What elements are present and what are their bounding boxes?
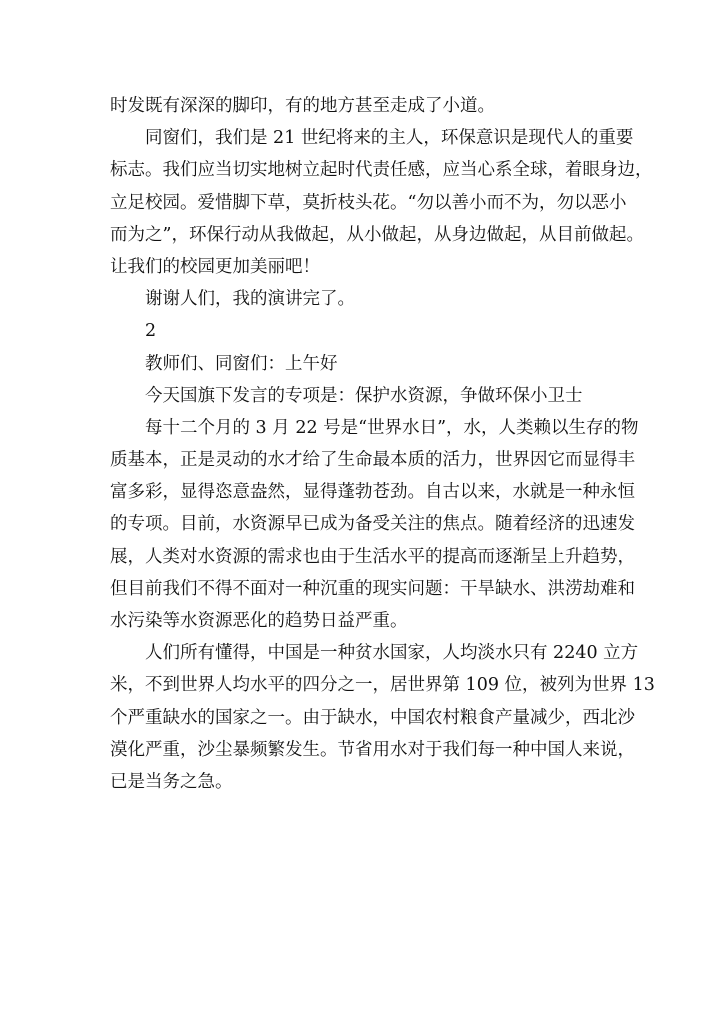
paragraph-line: 让我们的校园更加美丽吧！ [110,256,320,277]
paragraph-line: 富多彩，显得恣意盎然，显得蓬勃苍劲。自古以来，水就是一种永恒 [110,482,635,503]
paragraph-line: 已是当务之急。 [110,771,233,792]
greeting-line: 教师们、同窗们：上午好 [145,353,338,374]
paragraph-line: 水污染等水资源恶化的趋势日益严重。 [110,611,408,631]
paragraph-line: 但目前我们不得不面对一种沉重的现实问题：干旱缺水、洪涝劫难和 [110,578,635,599]
paragraph-line: 时发既有深深的脚印，有的地方甚至走成了小道。 [110,96,495,116]
topic-line: 今天国旗下发言的专项是：保护水资源，争做环保小卫士 [145,385,583,406]
paragraph-line: 每十二个月的 3 月 22 号是“世界水日”，水，人类赖以生存的物 [145,417,639,438]
paragraph-line: 质基本，正是灵动的水才给了生命最本质的活力，世界因它而显得丰 [110,450,635,471]
paragraph-line: 的专项。目前，水资源早已成为备受关注的焦点。随着经济的迅速发 [110,514,635,535]
paragraph-line: 而为之”，环保行动从我做起，从小做起，从身边做起，从目前做起。 [110,224,644,245]
paragraph-line: 米，不到世界人均水平的四分之一，居世界第 109 位，被列为世界 13 [110,675,655,696]
paragraph-line: 展，人类对水资源的需求也由于生活水平的提高而逐渐呈上升趋势， [110,546,635,567]
paragraph-line: 个严重缺水的国家之一。由于缺水，中国农村粮食产量减少，西北沙 [110,707,635,728]
paragraph-line: 立足校园。爱惜脚下草，莫折枝头花。“勿以善小而不为，勿以恶小 [110,192,627,213]
section-number: 2 [145,321,157,342]
paragraph-line: 标志。我们应当切实地树立起时代责任感，应当心系全球，着眼身边， [110,160,653,181]
paragraph-line: 人们所有懂得，中国是一种贫水国家，人均淡水只有 2240 立方 [145,643,639,664]
document-page [110,90,655,798]
paragraph-line: 漠化严重，沙尘暴频繁发生。节省用水对于我们每一种中国人来说， [110,739,635,760]
paragraph-line: 谢谢人们，我的演讲完了。 [145,289,355,310]
paragraph-line: 同窗们，我们是 21 世纪将来的主人，环保意识是现代人的重要 [145,128,634,149]
